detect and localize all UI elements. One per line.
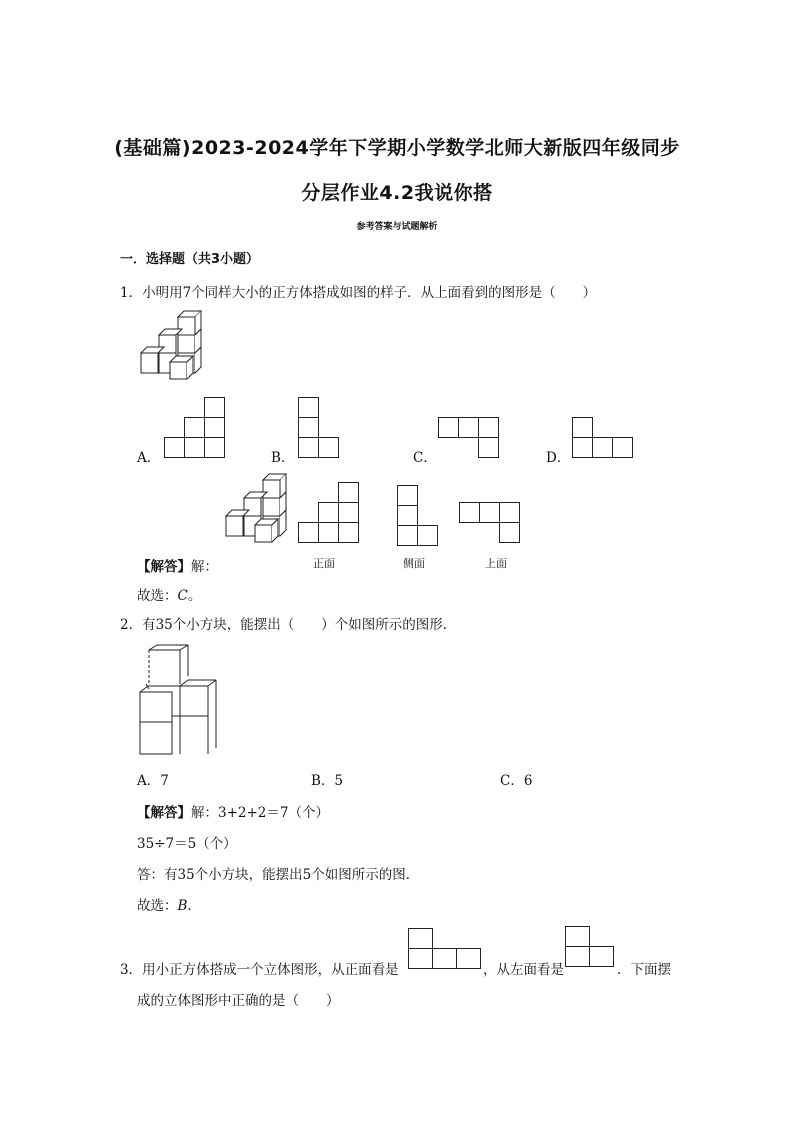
q1-answer-cube-figure — [223, 473, 289, 543]
q1-caption-top: 上面 — [485, 557, 507, 570]
q3-stem-part3: ．下面摆 — [617, 962, 671, 978]
q1-option-a-grid[interactable] — [164, 397, 226, 459]
q2-answer-line3: 答：有35个小方块，能摆出5个如图所示的图． — [137, 867, 420, 883]
q1-answer-label: 【解答】 — [137, 559, 191, 575]
q1-caption-side: 侧面 — [403, 557, 425, 570]
q1-answer-prefix: 解： — [191, 559, 218, 575]
q1-conclusion-suffix: 。 — [187, 588, 202, 604]
q1-conclusion-choice: C — [177, 588, 188, 604]
q2-stem: 2．有35个小方块，能摆出（ ）个如图所示的图形． — [120, 617, 457, 633]
q1-option-a[interactable]: A． — [137, 450, 161, 466]
q3-left-view-grid — [565, 926, 615, 968]
q2-answer-line1 — [137, 801, 329, 821]
q1-option-d-grid[interactable] — [572, 417, 634, 459]
document-title-line1: (基础篇)2023-2024学年下学期小学数学北师大新版四年级同步 — [114, 137, 680, 159]
q2-option-c[interactable]: C．6 — [500, 773, 533, 789]
q2-block-figure — [136, 644, 220, 756]
q1-front-view-grid — [298, 482, 360, 544]
q2-option-b[interactable]: B．5 — [311, 773, 344, 789]
q1-answer-line — [137, 555, 218, 575]
q3-stem-part2: ，从左面看是 — [483, 962, 564, 978]
q2-conclusion-suffix: ． — [187, 898, 201, 914]
q2-conclusion — [137, 894, 201, 914]
q3-stem-part1: 3．用小正方体搭成一个立体图形，从正面看是 — [120, 962, 399, 978]
q2-answer-label: 【解答】 — [137, 805, 191, 821]
q1-stem: 1．小明用7个同样大小的正方体搭成如图的样子．从上面看到的图形是（ ） — [120, 285, 597, 301]
q3-front-view-grid — [408, 928, 482, 970]
q1-conclusion — [137, 584, 201, 604]
document-title-line2: 分层作业4.2我说你搭 — [301, 182, 493, 204]
document-subtitle: 参考答案与试题解析 — [356, 222, 438, 232]
q1-top-view-grid — [459, 502, 521, 544]
q1-option-c[interactable]: C． — [413, 450, 437, 466]
q1-caption-front: 正面 — [313, 557, 335, 570]
q2-answer-line2: 35÷7＝5（个） — [137, 836, 237, 852]
section-heading: 一．选择题（共3小题） — [120, 252, 260, 267]
q2-conclusion-choice: B — [177, 898, 188, 914]
q1-conclusion-prefix: 故选： — [137, 588, 178, 604]
q1-cube-figure — [138, 310, 204, 380]
q2-option-a[interactable]: A．7 — [137, 773, 169, 789]
q3-stem-line2: 成的立体图形中正确的是（ ） — [137, 993, 340, 1009]
q1-option-d[interactable]: D． — [546, 450, 571, 466]
q1-side-view-grid — [397, 485, 439, 547]
q2-conclusion-prefix: 故选： — [137, 898, 178, 914]
q1-option-c-grid[interactable] — [438, 417, 500, 459]
q1-option-b[interactable]: B． — [271, 450, 295, 466]
q1-option-b-grid[interactable] — [298, 397, 340, 459]
q2-answer-text1: 解：3+2+2＝7（个） — [191, 805, 329, 821]
